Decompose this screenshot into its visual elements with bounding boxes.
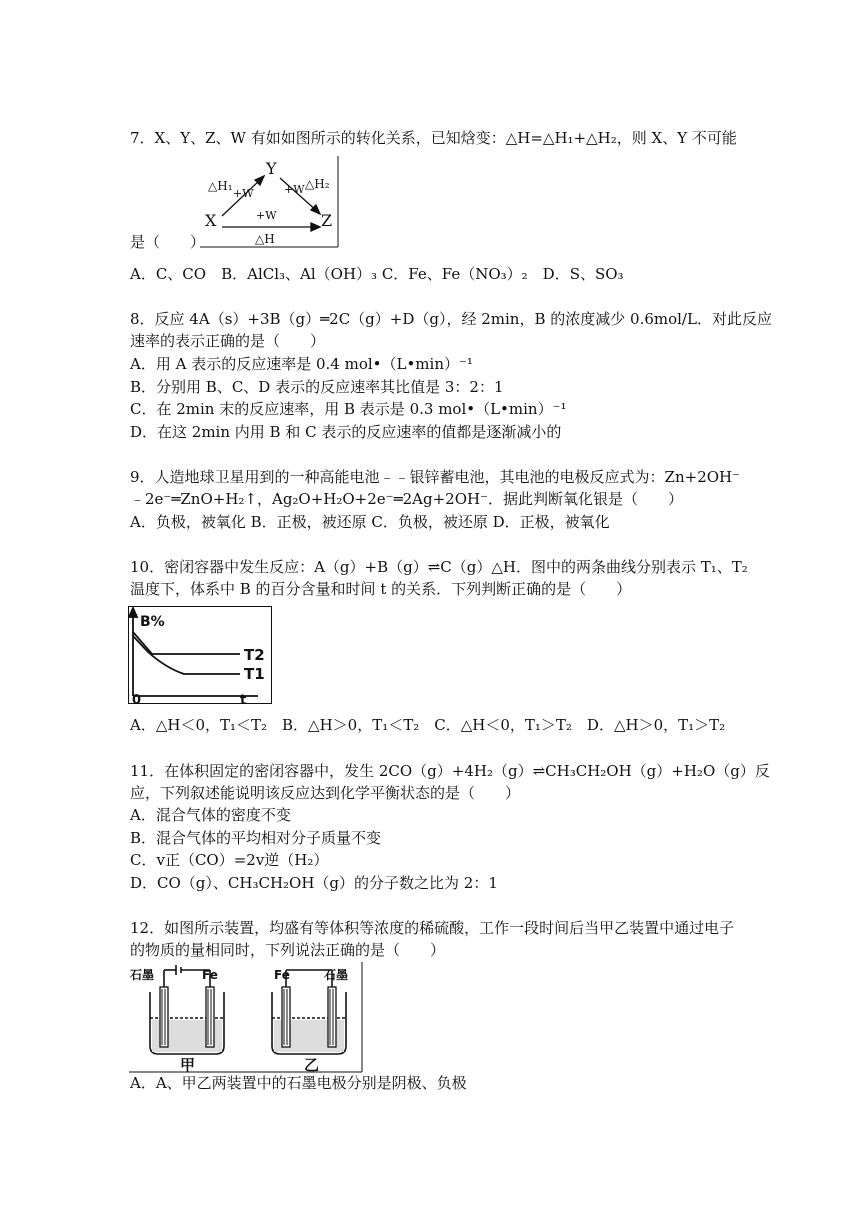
q8-option-b: B．分别用 B、C、D 表示的反应速率其比值是 3：2：1 bbox=[130, 378, 504, 396]
q10-curve-t2 bbox=[133, 632, 240, 654]
q8-stem-1: 8．反应 4A（s）+3B（g）═2C（g）+D（g），经 2min，B 的浓度减少 0.6mol/L．对此反应 bbox=[130, 310, 772, 328]
q10-stem-2: 温度下，体系中 B 的百分含量和时间 t 的关系．下列判断正确的是（ ） bbox=[130, 580, 632, 598]
q11-stem-1: 11．在体积固定的密闭容器中，发生 2CO（g）+4H₂（g）⇌CH₃CH₂OH（g）+H₂O（g）反 bbox=[130, 762, 770, 780]
q11-stem-2: 应，下列叙述能说明该反应达到化学平衡状态的是（ ） bbox=[130, 784, 521, 802]
q10-ylabel: B% bbox=[140, 614, 165, 630]
q7-conversion-diagram bbox=[200, 156, 342, 248]
q12-jia-graphite-rod bbox=[160, 987, 168, 1047]
q7-dh2-label: △H₂ bbox=[305, 177, 330, 191]
q9-stem-1: 9．人造地球卫星用到的一种高能电池﹣﹣银锌蓄电池，其电池的电极反应式为：Zn+2OH⁻ bbox=[130, 468, 741, 486]
q11-option-a: A．混合气体的密度不变 bbox=[130, 806, 291, 824]
q10-t1-label: T1 bbox=[244, 665, 265, 683]
q10-origin-label: 0 bbox=[132, 693, 142, 706]
q12-yi-fe-rod bbox=[282, 987, 290, 1047]
q12-jia-fe-rod bbox=[206, 987, 214, 1047]
q7-w1-label: +W bbox=[233, 187, 254, 200]
q10-b-percent-graph bbox=[128, 606, 274, 706]
q11-option-b: B．混合气体的平均相对分子质量不变 bbox=[130, 829, 382, 847]
q8-option-d: D．在这 2min 内用 B 和 C 表示的反应速率的值都是逐渐减小的 bbox=[130, 423, 562, 441]
q7-options: A．C、CO B．AlCl₃、Al（OH）₃ C．Fe、Fe（NO₃）₂ D．S、SO₃ bbox=[130, 265, 624, 283]
q9-stem-2: ﹣2e⁻═ZnO+H₂↑，Ag₂O+H₂O+2e⁻═2Ag+2OH⁻．据此判断氧化银是（ ） bbox=[130, 490, 684, 508]
q10-stem-1: 10．密闭容器中发生反应：A（g）+B（g）⇌C（g）△H．图中的两条曲线分别表示 T₁、T₂ bbox=[130, 558, 748, 576]
q10-options: A．△H＜0，T₁＜T₂ B．△H＞0，T₁＜T₂ C．△H＜0，T₁＞T₂ D．△H＞0，T₁＞T₂ bbox=[130, 716, 726, 734]
q7-dh1-label: △H₁ bbox=[208, 179, 233, 193]
q10-curve-t1 bbox=[133, 636, 240, 674]
q7-stem-end: 是（ ） bbox=[130, 233, 206, 251]
q12-right-graphite-label: 石墨 bbox=[324, 968, 349, 982]
q11-option-d: D．CO（g）、CH₃CH₂OH（g）的分子数之比为 2：1 bbox=[130, 874, 498, 892]
q12-left-fe-label: Fe bbox=[202, 968, 218, 982]
q10-t2-label: T2 bbox=[244, 646, 265, 664]
q12-right-fe-label: Fe bbox=[274, 968, 290, 982]
q11-option-c: C．v正（CO）=2v逆（H₂） bbox=[130, 851, 329, 869]
q12-stem-1: 12．如图所示装置，均盛有等体积等浓度的稀硫酸，工作一段时间后当甲乙装置中通过电子 bbox=[130, 919, 735, 937]
q12-electrochemical-apparatus bbox=[128, 962, 364, 1074]
q7-w3-label: +W bbox=[256, 209, 277, 222]
q12-left-graphite-label: 石墨 bbox=[130, 968, 155, 982]
q10-xlabel: t bbox=[240, 693, 247, 706]
q7-z-label: Z bbox=[321, 211, 333, 230]
q7-w2-label: +W bbox=[284, 183, 305, 196]
q12-yi-label: 乙 bbox=[304, 1056, 320, 1074]
q12-stem-2: 的物质的量相同时，下列说法正确的是（ ） bbox=[130, 941, 446, 959]
q12-jia-label: 甲 bbox=[180, 1056, 196, 1074]
q12-yi-graphite-rod bbox=[328, 987, 336, 1047]
q7-stem: 7．X、Y、Z、W 有如如图所示的转化关系，已知焓变：△H=△H₁+△H₂，则 X、Y 不可能 bbox=[130, 129, 737, 147]
q7-dh-label: △H bbox=[255, 232, 275, 246]
q8-stem-2: 速率的表示正确的是（ ） bbox=[130, 332, 326, 350]
q7-x-label: X bbox=[205, 211, 217, 230]
q12-option-a: A．A、甲乙两装置中的石墨电极分别是阴极、负极 bbox=[130, 1074, 467, 1092]
q8-option-c: C．在 2min 末的反应速率，用 B 表示是 0.3 mol•（L•min）⁻¹ bbox=[130, 400, 567, 418]
q9-options: A．负极，被氧化 B．正极，被还原 C．负极，被还原 D．正极，被氧化 bbox=[130, 513, 610, 531]
q8-option-a: A．用 A 表示的反应速率是 0.4 mol•（L•min）⁻¹ bbox=[130, 355, 473, 373]
q7-y-label: Y bbox=[266, 159, 277, 178]
